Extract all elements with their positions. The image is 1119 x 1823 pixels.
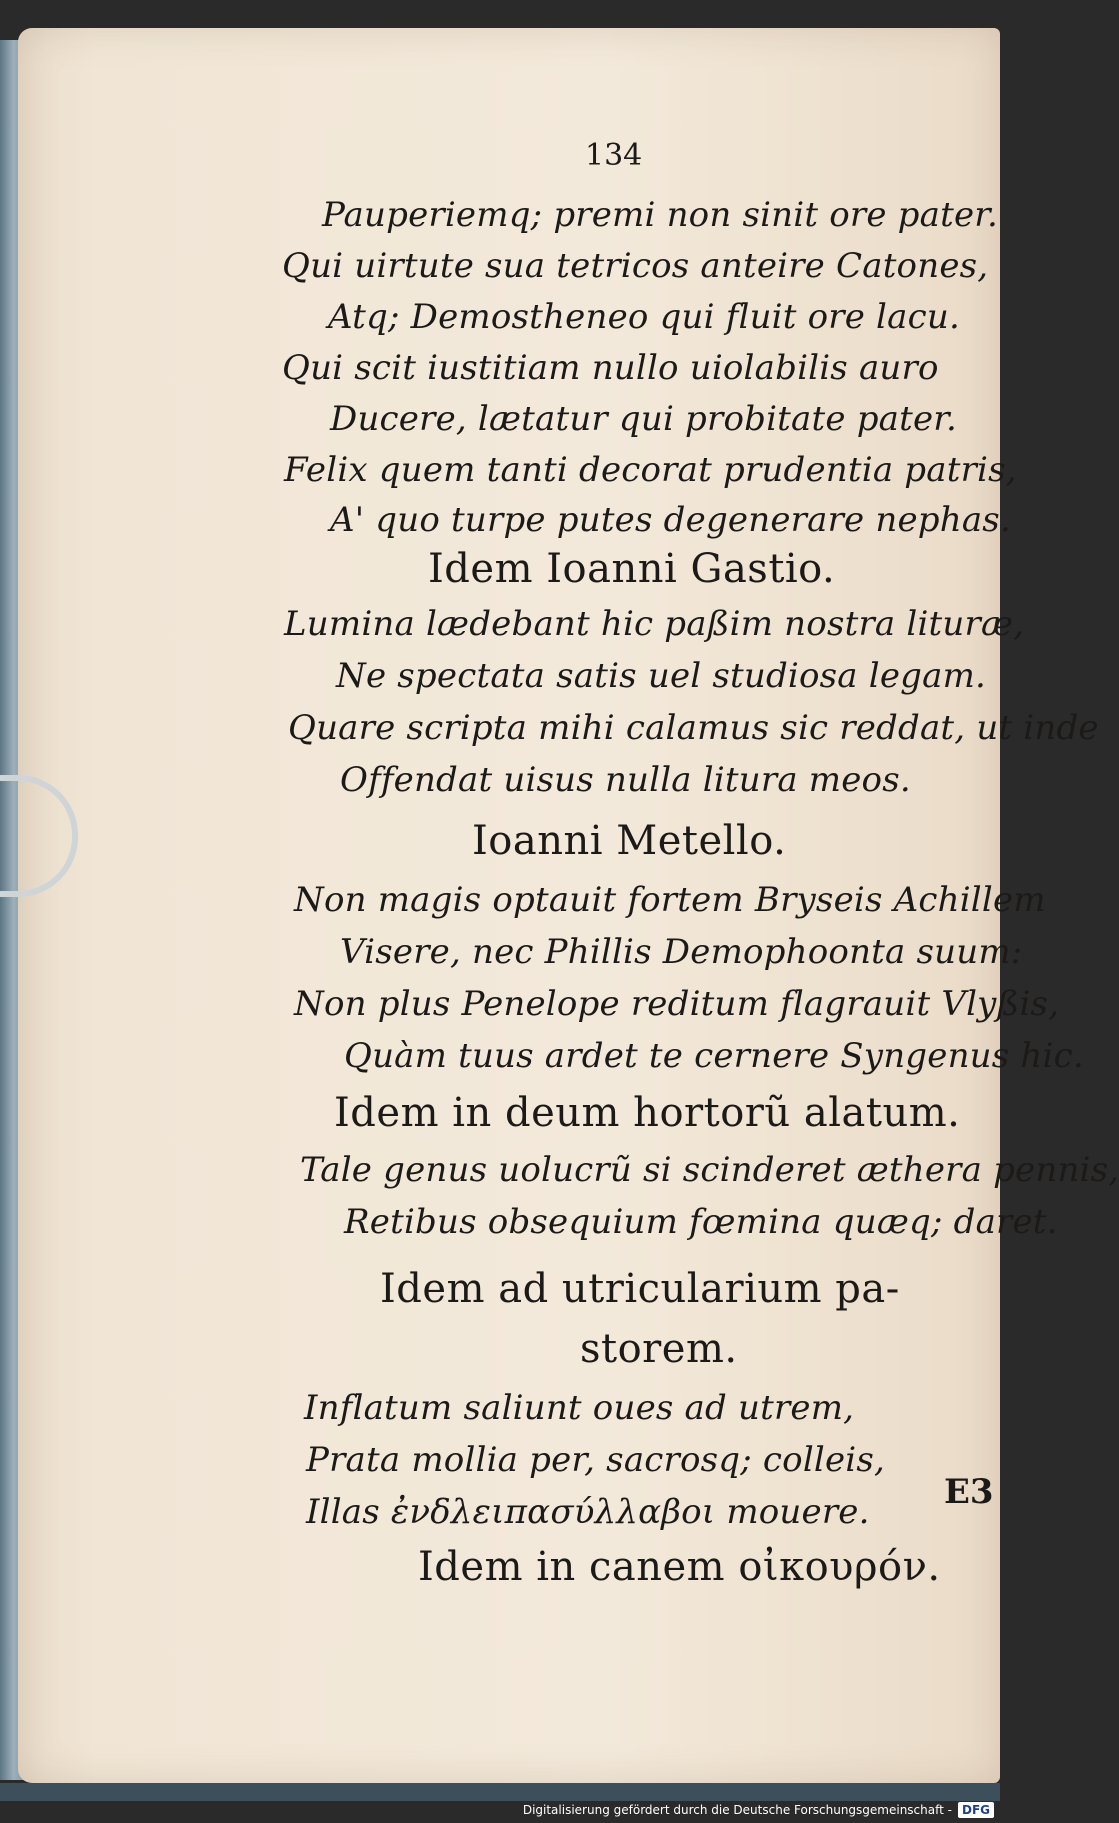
verse-line: Quare scripta mihi calamus sic reddat, ut inde (288, 708, 1099, 748)
poem-heading: Ioanni Metello. (472, 818, 787, 864)
digitization-footer (523, 1801, 994, 1819)
verse-line: Non plus Penelope reditum flagrauit Vlyßis, (294, 984, 1060, 1024)
verse-line: Non magis optauit fortem Bryseis Achillem (294, 880, 1046, 920)
poem-heading: Idem Ioanni Gastio. (428, 546, 836, 592)
poem-heading: storem. (580, 1326, 738, 1372)
poem-heading: Idem in deum hortorũ alatum. (334, 1090, 961, 1136)
poem-heading: Idem ad utricularium pa- (380, 1266, 900, 1312)
verse-line: Tale genus uolucrũ si scinderet æthera pennis, (300, 1150, 1119, 1190)
verse-line: Visere, nec Phillis Demophoonta suum: (340, 932, 1023, 972)
verse-line: Offendat uisus nulla litura meos. (340, 760, 911, 800)
catchword: E3 (944, 1472, 994, 1512)
poem-heading: Idem in canem οἰκουρόν. (418, 1544, 941, 1590)
verse-line: Lumina lædebant hic paßim nostra lituræ, (284, 604, 1025, 644)
verse-line: Illas ἐνδλειπασύλλαβοι mouere. (306, 1492, 870, 1532)
dfg-logo: DFG (958, 1802, 994, 1818)
footer-text: Digitalisierung gefördert durch die Deutsche Forschungsgemeinschaft - (522, 1803, 952, 1817)
book-bottom-edge (0, 1783, 1000, 1801)
verse-line: Prata mollia per, sacrosq; colleis, (306, 1440, 886, 1480)
verse-line: Ducere, lætatur qui probitate pater. (330, 399, 958, 439)
verse-line: Quàm tuus ardet te cernere Syngenus hic. (344, 1036, 1084, 1076)
verse-line: Retibus obsequium fœmina quæq; daret. (344, 1202, 1058, 1242)
verse-line: Qui scit iustitiam nullo uiolabilis auro (282, 348, 939, 388)
verse-line: Inflatum saliunt oues ad utrem, (304, 1388, 855, 1428)
page-number: 134 (585, 138, 643, 173)
verse-line: Qui uirtute sua tetricos anteire Catones, (282, 246, 989, 286)
verse-line: Pauperiemq; premi non sinit ore pater. (322, 195, 999, 235)
verse-line: Felix quem tanti decorat prudentia patris, (284, 450, 1017, 490)
verse-line: Ne spectata satis uel studiosa legam. (336, 656, 987, 696)
verse-line: Atq; Demostheneo qui fluit ore lacu. (328, 297, 960, 337)
verse-line: A' quo turpe putes degenerare nephas. (330, 500, 1011, 540)
